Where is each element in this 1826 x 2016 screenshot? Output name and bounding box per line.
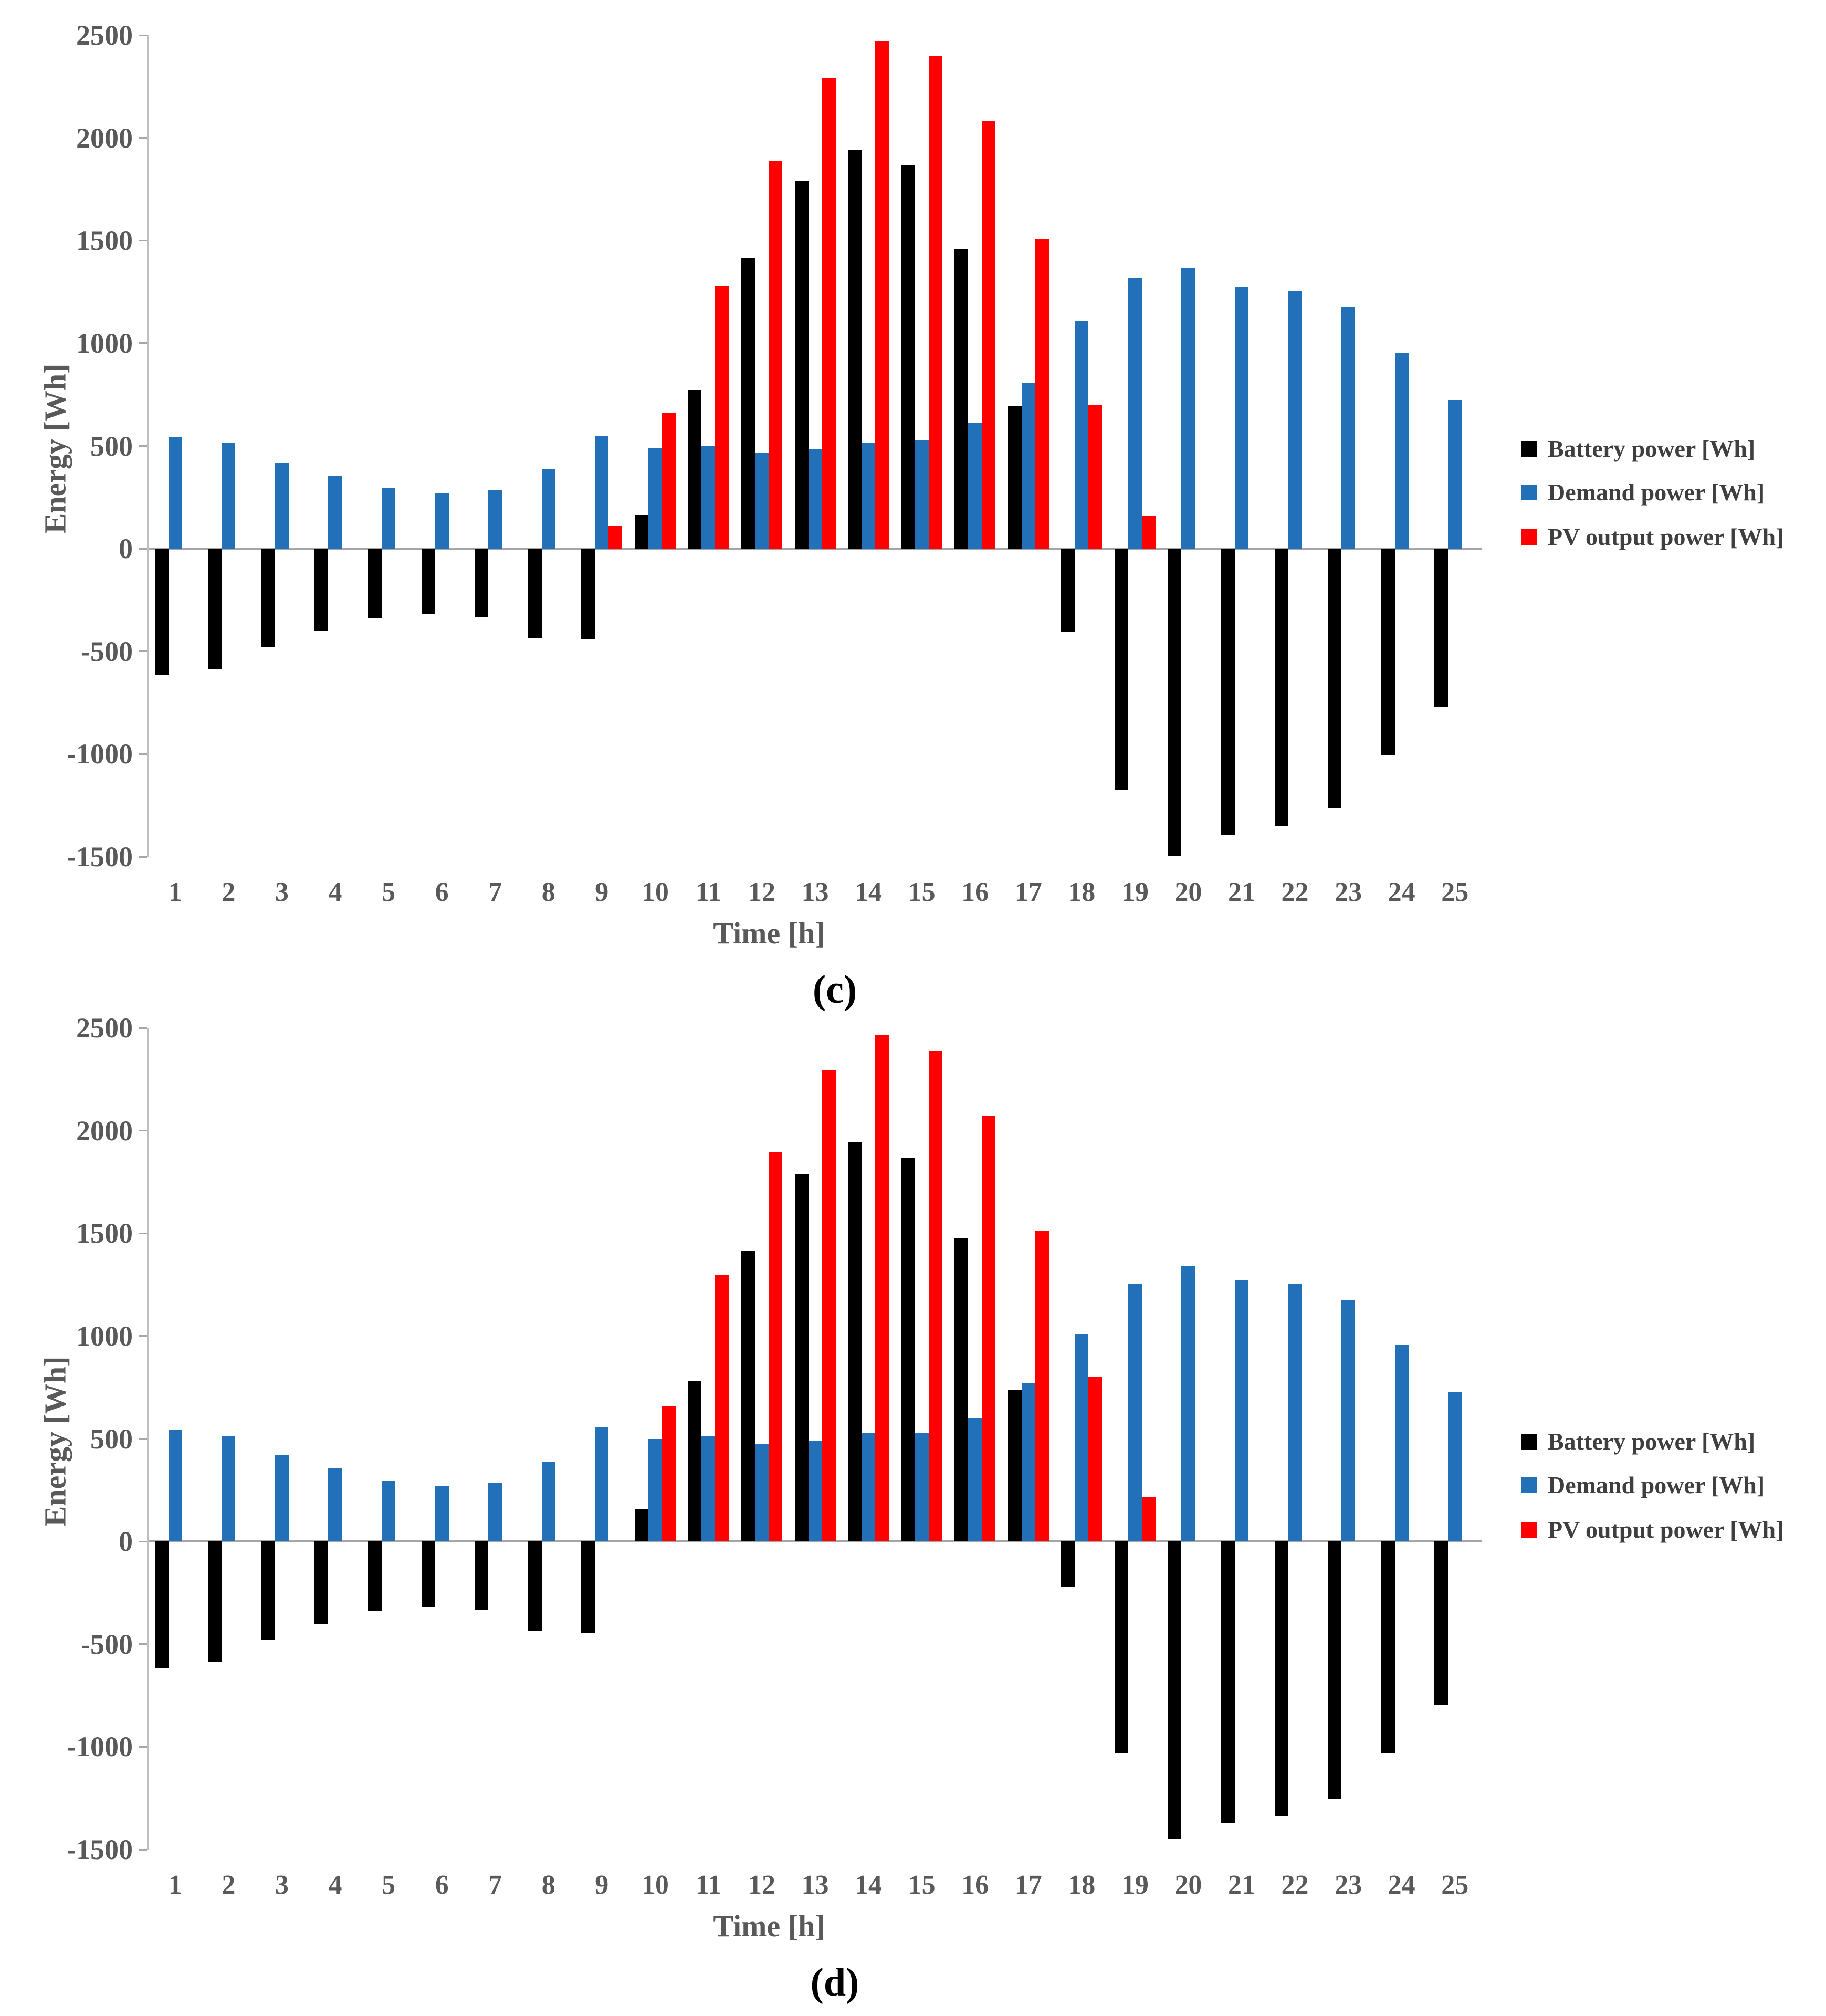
chart-d-bar-demand-h10 xyxy=(648,1439,662,1542)
chart-d-y-tick-mark-1000 xyxy=(139,1335,147,1337)
chart-c-bar-demand-h17 xyxy=(1022,383,1035,549)
chart-c-plot xyxy=(67,19,1482,907)
chart-c-legend-item-battery xyxy=(1521,433,1755,465)
chart-d-bar-battery-h24 xyxy=(1381,1541,1395,1753)
chart-d-y-tick-label-500: 500 xyxy=(90,1423,133,1455)
chart-d-legend-item-pv xyxy=(1521,1514,1783,1546)
chart-c-x-tick-label-7: 7 xyxy=(488,877,502,907)
chart-d-bar-demand-h21 xyxy=(1235,1280,1248,1541)
chart-d-bar-battery-h1 xyxy=(155,1541,169,1668)
chart-c-bar-battery-h5 xyxy=(368,549,382,618)
chart-d-bar-demand-h8 xyxy=(542,1462,555,1542)
chart-d-bar-demand-h13 xyxy=(809,1441,822,1541)
chart-d-bar-demand-h11 xyxy=(701,1436,715,1541)
chart-d-x-tick-label-18: 18 xyxy=(1068,1870,1096,1900)
chart-d-x-tick-label-16: 16 xyxy=(961,1870,989,1900)
chart-d-x-tick-label-3: 3 xyxy=(275,1870,289,1900)
chart-c-x-tick-label-2: 2 xyxy=(222,877,236,907)
chart-c-caption: (c) xyxy=(812,968,857,1012)
chart-c-bar-demand-h9 xyxy=(595,436,608,549)
demand-legend-label: Demand power [Wh] xyxy=(1548,479,1765,506)
chart-d-y-tick-label--1500: -1500 xyxy=(67,1834,133,1865)
chart-c-bar-battery-h13 xyxy=(795,181,809,549)
chart-d-bar-battery-h23 xyxy=(1328,1541,1341,1799)
chart-c-x-tick-label-17: 17 xyxy=(1014,877,1042,907)
chart-c-bar-pv-h13 xyxy=(822,78,836,549)
chart-d-y-tick-mark--1500 xyxy=(139,1849,147,1851)
chart-c-bar-demand-h21 xyxy=(1235,287,1248,549)
chart-d-x-tick-label-20: 20 xyxy=(1174,1870,1202,1900)
chart-d-caption: (d) xyxy=(810,1960,859,2004)
chart-d-x-tick-label-13: 13 xyxy=(801,1870,829,1900)
chart-c-y-tick-mark-1000 xyxy=(139,342,147,344)
chart-c-y-tick-label-2500: 2500 xyxy=(76,19,133,51)
chart-c-bar-demand-h12 xyxy=(755,453,769,549)
chart-d-y-tick-label-2000: 2000 xyxy=(76,1115,133,1147)
chart-d-bar-battery-h10 xyxy=(635,1509,648,1542)
chart-d-x-tick-label-12: 12 xyxy=(748,1870,775,1900)
chart-c-x-tick-label-6: 6 xyxy=(435,877,449,907)
chart-d-y-axis-line xyxy=(147,1028,149,1850)
chart-c-bar-pv-h12 xyxy=(769,161,782,549)
chart-c-bar-pv-h11 xyxy=(715,286,729,549)
chart-d-bar-pv-h16 xyxy=(982,1116,995,1541)
chart-c-bar-pv-h15 xyxy=(929,56,942,549)
chart-c-x-tick-label-21: 21 xyxy=(1227,877,1255,907)
chart-d-x-tick-label-25: 25 xyxy=(1441,1870,1469,1900)
chart-d-bar-battery-h4 xyxy=(314,1541,328,1624)
chart-d-bar-battery-h2 xyxy=(208,1541,222,1662)
chart-d-bar-battery-h8 xyxy=(528,1541,542,1631)
chart-d-bar-demand-h25 xyxy=(1448,1392,1462,1542)
chart-d-bar-battery-h11 xyxy=(688,1381,701,1541)
battery-legend-label: Battery power [Wh] xyxy=(1548,435,1756,462)
chart-c-bar-battery-h11 xyxy=(688,390,701,549)
chart-c-x-tick-label-14: 14 xyxy=(855,877,883,907)
chart-c-x-tick-label-22: 22 xyxy=(1281,877,1309,907)
chart-c-x-tick-label-1: 1 xyxy=(168,877,182,907)
chart-c-y-tick-mark-2500 xyxy=(139,35,147,36)
chart-c-bar-battery-h10 xyxy=(635,515,648,549)
chart-c-x-tick-label-10: 10 xyxy=(641,877,669,907)
chart-d-y-tick-mark-0 xyxy=(139,1541,147,1542)
chart-d-bar-pv-h19 xyxy=(1142,1497,1156,1541)
chart-c-bar-demand-h19 xyxy=(1128,278,1142,549)
chart-c-y-tick-label-500: 500 xyxy=(90,430,133,462)
chart-c-bar-demand-h1 xyxy=(169,437,182,549)
chart-c-bar-battery-h3 xyxy=(261,549,275,647)
chart-d-bar-demand-h24 xyxy=(1395,1345,1409,1541)
chart-c-bar-pv-h16 xyxy=(982,121,995,549)
chart-c-bar-battery-h25 xyxy=(1434,549,1448,707)
chart-d-y-tick-mark-1500 xyxy=(139,1233,147,1234)
chart-c-y-tick-label--500: -500 xyxy=(81,635,133,667)
chart-d-x-tick-label-7: 7 xyxy=(488,1870,502,1900)
chart-c-y-axis-line xyxy=(147,35,149,857)
chart-c-bar-battery-h23 xyxy=(1328,549,1341,808)
chart-c-bar-demand-h18 xyxy=(1075,321,1088,549)
chart-d-bar-battery-h9 xyxy=(581,1541,595,1633)
chart-d-bar-battery-h7 xyxy=(475,1541,488,1610)
chart-d-bar-pv-h18 xyxy=(1088,1377,1102,1541)
chart-c-x-tick-label-25: 25 xyxy=(1441,877,1469,907)
chart-d-y-tick-mark-500 xyxy=(139,1438,147,1440)
pv-legend-swatch-icon xyxy=(1521,1522,1537,1538)
chart-d-bar-battery-h13 xyxy=(795,1174,809,1541)
chart-c-bar-battery-h19 xyxy=(1115,549,1128,790)
chart-d-legend-item-demand xyxy=(1521,1469,1765,1501)
chart-d-y-tick-label--500: -500 xyxy=(81,1628,133,1660)
chart-c-bar-demand-h23 xyxy=(1341,307,1355,549)
chart-c-bar-pv-h19 xyxy=(1142,516,1156,549)
chart-c-x-tick-label-8: 8 xyxy=(541,877,555,907)
chart-d-y-tick-label-2500: 2500 xyxy=(76,1012,133,1044)
chart-d-bar-demand-h2 xyxy=(222,1436,235,1541)
chart-d-y-tick-label-1500: 1500 xyxy=(76,1217,133,1250)
chart-d-x-tick-label-2: 2 xyxy=(222,1870,236,1900)
chart-c-y-tick-label-1500: 1500 xyxy=(76,225,133,257)
chart-d-x-axis-title: Time [h] xyxy=(713,1909,825,1943)
chart-c-y-tick-mark-1500 xyxy=(139,240,147,242)
chart-d-bar-battery-h5 xyxy=(368,1541,382,1611)
chart-d-legend-item-battery xyxy=(1521,1426,1755,1457)
chart-d-x-tick-label-21: 21 xyxy=(1227,1870,1255,1900)
chart-d-bar-demand-h22 xyxy=(1288,1284,1302,1541)
chart-d-bar-demand-h17 xyxy=(1022,1383,1035,1541)
chart-c-x-tick-label-3: 3 xyxy=(275,877,289,907)
chart-c-bar-battery-h2 xyxy=(208,549,222,669)
chart-d-bar-demand-h4 xyxy=(328,1468,342,1541)
chart-d-y-tick-mark--500 xyxy=(139,1643,147,1645)
chart-d-bar-pv-h13 xyxy=(822,1070,836,1541)
chart-d-bar-demand-h20 xyxy=(1181,1266,1195,1541)
chart-d-bar-battery-h14 xyxy=(848,1142,862,1541)
chart-c-y-tick-label-2000: 2000 xyxy=(76,122,133,154)
chart-d-y-tick-mark--1000 xyxy=(139,1746,147,1748)
chart-d-bar-pv-h11 xyxy=(715,1275,729,1541)
chart-d-x-tick-label-23: 23 xyxy=(1335,1870,1362,1900)
chart-c-bar-demand-h4 xyxy=(328,476,342,549)
chart-c-bar-demand-h16 xyxy=(968,423,982,549)
chart-c-y-tick-mark-0 xyxy=(139,548,147,550)
chart-d-bar-battery-h3 xyxy=(261,1541,275,1640)
chart-c-bar-pv-h17 xyxy=(1035,239,1049,549)
chart-c-x-tick-label-9: 9 xyxy=(595,877,609,907)
chart-d-x-tick-label-22: 22 xyxy=(1281,1870,1309,1900)
chart-c-bar-battery-h12 xyxy=(741,258,755,549)
chart-c-bar-demand-h24 xyxy=(1395,353,1409,549)
chart-d-x-tick-label-17: 17 xyxy=(1014,1870,1042,1900)
chart-c-bar-demand-h7 xyxy=(488,490,502,549)
chart-c-y-tick-label-1000: 1000 xyxy=(76,327,133,359)
chart-d-x-tick-label-14: 14 xyxy=(855,1870,883,1900)
chart-d-x-tick-label-6: 6 xyxy=(435,1870,449,1900)
chart-d-bar-pv-h12 xyxy=(769,1152,782,1541)
chart-d-bar-battery-h15 xyxy=(901,1158,915,1541)
chart-c-y-tick-label--1500: -1500 xyxy=(67,841,133,873)
chart-d-x-tick-label-4: 4 xyxy=(328,1870,342,1900)
chart-d-bar-demand-h5 xyxy=(382,1481,395,1541)
chart-c-legend-item-pv xyxy=(1521,521,1783,553)
chart-c-bar-battery-h4 xyxy=(314,549,328,631)
chart-d-bar-demand-h18 xyxy=(1075,1334,1088,1541)
chart-c-x-tick-label-19: 19 xyxy=(1121,877,1149,907)
chart-c-y-tick-label--1000: -1000 xyxy=(67,738,133,770)
chart-c-y-tick-label-0: 0 xyxy=(119,533,133,565)
chart-d-x-tick-label-15: 15 xyxy=(908,1870,936,1900)
chart-d-x-tick-label-24: 24 xyxy=(1388,1870,1415,1900)
chart-d-bar-battery-h12 xyxy=(741,1251,755,1542)
chart-c-bar-pv-h10 xyxy=(662,413,676,549)
chart-d-bar-battery-h18 xyxy=(1061,1541,1075,1587)
chart-d-bar-demand-h6 xyxy=(435,1486,449,1541)
chart-c-bar-demand-h2 xyxy=(222,443,235,549)
chart-d-y-tick-label-0: 0 xyxy=(119,1526,133,1558)
chart-d-y-tick-label-1000: 1000 xyxy=(76,1320,133,1352)
chart-c-bar-battery-h8 xyxy=(528,549,542,638)
chart-d-bar-pv-h14 xyxy=(875,1035,889,1541)
chart-c-bar-battery-h20 xyxy=(1168,549,1181,856)
pv-legend-label: PV output power [Wh] xyxy=(1548,523,1784,550)
chart-d-bar-battery-h22 xyxy=(1275,1541,1288,1816)
chart-c-bar-demand-h20 xyxy=(1181,268,1195,549)
chart-c-x-tick-label-15: 15 xyxy=(908,877,936,907)
chart-c-bar-battery-h14 xyxy=(848,150,862,549)
chart-c-y-tick-mark--500 xyxy=(139,650,147,652)
chart-c-x-axis-title: Time [h] xyxy=(713,916,825,950)
chart-d-bar-demand-h14 xyxy=(862,1433,875,1541)
chart-d-bar-demand-h7 xyxy=(488,1483,502,1542)
chart-c-y-tick-mark-2000 xyxy=(139,137,147,139)
chart-c-bar-battery-h22 xyxy=(1275,549,1288,826)
chart-c-bar-battery-h18 xyxy=(1061,549,1075,632)
chart-d-x-tick-label-11: 11 xyxy=(695,1870,721,1900)
chart-d-y-tick-label--1000: -1000 xyxy=(67,1731,133,1763)
chart-c-bar-battery-h17 xyxy=(1008,406,1022,549)
chart-d-bar-demand-h9 xyxy=(595,1427,608,1541)
chart-c-bar-pv-h14 xyxy=(875,41,889,549)
chart-c-x-tick-label-11: 11 xyxy=(695,877,721,907)
pv-legend-swatch-icon xyxy=(1521,529,1537,545)
pv-legend-label: PV output power [Wh] xyxy=(1548,1516,1784,1543)
chart-d-x-tick-label-19: 19 xyxy=(1121,1870,1149,1900)
chart-d-bar-battery-h19 xyxy=(1115,1541,1128,1753)
chart-c-bar-pv-h9 xyxy=(608,526,622,549)
chart-c-bar-demand-h11 xyxy=(701,446,715,549)
chart-d-x-tick-label-8: 8 xyxy=(541,1870,555,1900)
chart-c-bar-battery-h24 xyxy=(1381,549,1395,755)
chart-d-plot xyxy=(67,1012,1482,1900)
chart-c-bar-pv-h18 xyxy=(1088,405,1102,549)
chart-c-bar-battery-h7 xyxy=(475,549,488,617)
chart-c-x-tick-label-4: 4 xyxy=(328,877,342,907)
chart-d-x-tick-label-10: 10 xyxy=(641,1870,669,1900)
chart-d-bar-battery-h16 xyxy=(954,1238,968,1541)
chart-c-y-axis-title: Energy [Wh] xyxy=(38,363,72,534)
chart-d-bar-demand-h3 xyxy=(275,1455,289,1541)
chart-d-bar-demand-h19 xyxy=(1128,1284,1142,1541)
chart-d-bar-demand-h15 xyxy=(915,1433,929,1541)
chart-c-bar-demand-h5 xyxy=(382,488,395,549)
chart-d-bar-pv-h10 xyxy=(662,1406,676,1541)
demand-legend-swatch-icon xyxy=(1521,485,1537,500)
chart-c-bar-demand-h22 xyxy=(1288,291,1302,549)
chart-c-bar-demand-h25 xyxy=(1448,400,1462,549)
chart-d-bar-demand-h16 xyxy=(968,1418,982,1541)
chart-c-bar-demand-h14 xyxy=(862,443,875,549)
chart-c-x-tick-label-12: 12 xyxy=(748,877,775,907)
chart-c-bar-demand-h10 xyxy=(648,448,662,549)
chart-d-bar-demand-h1 xyxy=(169,1430,182,1541)
chart-c-x-tick-label-23: 23 xyxy=(1335,877,1362,907)
chart-c-bar-demand-h6 xyxy=(435,493,449,549)
chart-c-bar-demand-h3 xyxy=(275,463,289,549)
chart-d-bar-battery-h17 xyxy=(1008,1390,1022,1542)
demand-legend-swatch-icon xyxy=(1521,1477,1537,1493)
chart-d-y-tick-mark-2000 xyxy=(139,1130,147,1131)
chart-d-bar-demand-h23 xyxy=(1341,1300,1355,1541)
chart-d-bar-demand-h12 xyxy=(755,1444,769,1541)
chart-c-x-tick-label-18: 18 xyxy=(1068,877,1096,907)
chart-d-x-tick-label-9: 9 xyxy=(595,1870,609,1900)
chart-d-bar-battery-h25 xyxy=(1434,1541,1448,1705)
chart-d-bar-battery-h6 xyxy=(422,1541,435,1607)
chart-d-bar-battery-h21 xyxy=(1221,1541,1235,1823)
chart-d-x-tick-label-1: 1 xyxy=(168,1870,182,1900)
chart-c-bar-demand-h15 xyxy=(915,440,929,549)
chart-c-x-tick-label-5: 5 xyxy=(382,877,396,907)
battery-legend-label: Battery power [Wh] xyxy=(1548,1428,1756,1455)
chart-d-y-axis-title: Energy [Wh] xyxy=(38,1356,72,1527)
chart-c-y-tick-mark--1000 xyxy=(139,753,147,755)
chart-c-y-tick-mark--1500 xyxy=(139,856,147,858)
chart-c-x-tick-label-16: 16 xyxy=(961,877,989,907)
chart-c-bar-demand-h13 xyxy=(809,449,822,549)
chart-c-bar-battery-h21 xyxy=(1221,549,1235,835)
chart-c-x-tick-label-20: 20 xyxy=(1174,877,1202,907)
chart-d-y-tick-mark-2500 xyxy=(139,1027,147,1029)
chart-c-bar-battery-h16 xyxy=(954,249,968,549)
battery-legend-swatch-icon xyxy=(1521,441,1537,457)
chart-c-x-tick-label-13: 13 xyxy=(801,877,829,907)
chart-d-bar-pv-h15 xyxy=(929,1051,942,1541)
chart-d-bar-battery-h20 xyxy=(1168,1541,1181,1839)
chart-d-section xyxy=(0,993,1826,2004)
chart-d-x-tick-label-5: 5 xyxy=(382,1870,396,1900)
chart-c-y-tick-mark-500 xyxy=(139,445,147,447)
chart-c-bar-demand-h8 xyxy=(542,469,555,549)
chart-c-bar-battery-h1 xyxy=(155,549,169,675)
chart-c-bar-battery-h15 xyxy=(901,165,915,549)
chart-d-bar-pv-h17 xyxy=(1035,1231,1049,1541)
battery-legend-swatch-icon xyxy=(1521,1434,1537,1450)
chart-c-x-tick-label-24: 24 xyxy=(1388,877,1415,907)
chart-c-bar-battery-h9 xyxy=(581,549,595,639)
chart-c-legend-item-demand xyxy=(1521,477,1765,508)
demand-legend-label: Demand power [Wh] xyxy=(1548,1472,1765,1498)
chart-c-bar-battery-h6 xyxy=(422,549,435,614)
